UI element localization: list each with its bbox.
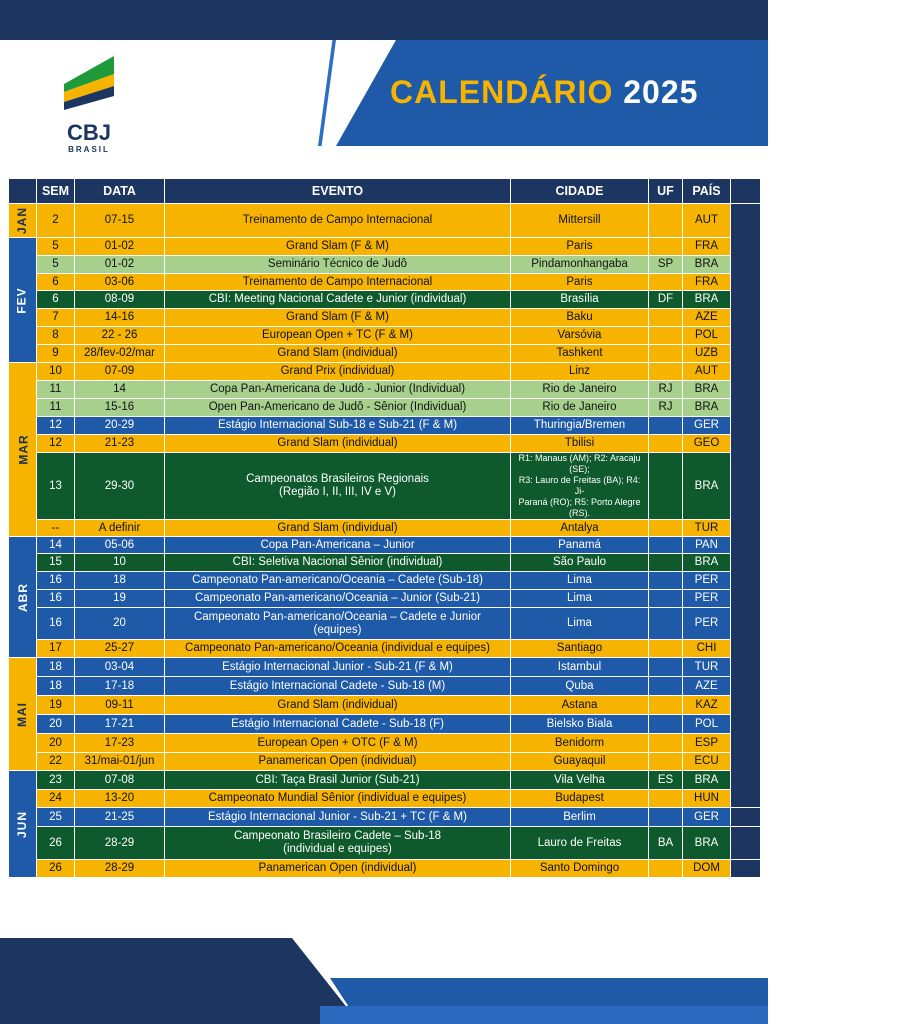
cell-data: 13-20 <box>75 790 165 808</box>
cbj-logo <box>58 48 120 154</box>
cell-cidade: Tashkent <box>511 345 649 363</box>
cell-pais: BRA <box>683 381 731 399</box>
cell-sem: 2 <box>37 204 75 238</box>
month-mar: MAR <box>9 363 37 537</box>
cell-data: 29-30 <box>75 453 165 520</box>
header-pais: PAÍS <box>683 179 731 204</box>
cell-data: 21-25 <box>75 808 165 827</box>
table-row <box>9 520 761 537</box>
cell-evento: Open Pan-Americano de Judô - Sênior (Individual) <box>165 399 511 417</box>
cell-data: 14 <box>75 381 165 399</box>
cell-evento: Seminário Técnico de Judô <box>165 256 511 274</box>
cell-data: 18 <box>75 572 165 590</box>
header-side-spacer <box>731 179 761 204</box>
cell-pais: ESP <box>683 734 731 753</box>
cell-uf <box>649 554 683 572</box>
cell-cidade: Astana <box>511 696 649 715</box>
cell-uf <box>649 808 683 827</box>
cell-pais: PER <box>683 590 731 608</box>
cell-cidade: Panamá <box>511 537 649 554</box>
cell-cidade: Benidorm <box>511 734 649 753</box>
cell-sem: 5 <box>37 256 75 274</box>
cell-pais: AZE <box>683 309 731 327</box>
page-title <box>390 74 698 111</box>
header-cidade: CIDADE <box>511 179 649 204</box>
cell-data: 07-15 <box>75 204 165 238</box>
table-row <box>9 753 761 771</box>
cell-sem: 12 <box>37 417 75 435</box>
table-row <box>9 827 761 860</box>
header-month-spacer <box>9 179 37 204</box>
title-year: 2025 <box>623 74 699 110</box>
cell-sem: 16 <box>37 608 75 640</box>
cell-evento: Estágio Internacional Junior - Sub-21 (F & M) <box>165 658 511 677</box>
table-row <box>9 399 761 417</box>
cell-uf <box>649 274 683 291</box>
evento-line-1: Campeonatos Brasileiros Regionais <box>246 473 429 485</box>
logo-subtext: BRASIL <box>68 145 110 154</box>
cell-uf: ES <box>649 771 683 790</box>
side-spacer <box>731 827 761 860</box>
evento-line-2: (Região I, II, III, IV e V) <box>279 486 396 498</box>
cell-pais: AZE <box>683 677 731 696</box>
cell-evento: Panamerican Open (individual) <box>165 860 511 878</box>
cell-data: 19 <box>75 590 165 608</box>
cell-sem: 11 <box>37 381 75 399</box>
cell-uf <box>649 238 683 256</box>
cell-uf <box>649 417 683 435</box>
cell-cidade: Varsóvia <box>511 327 649 345</box>
cell-sem: 9 <box>37 345 75 363</box>
table-row <box>9 537 761 554</box>
cell-evento: Panamerican Open (individual) <box>165 753 511 771</box>
cell-cidade <box>511 453 649 520</box>
month-jun: JUN <box>9 771 37 878</box>
cell-pais: GER <box>683 808 731 827</box>
cell-pais: AUT <box>683 363 731 381</box>
cell-evento: Grand Slam (individual) <box>165 520 511 537</box>
cell-cidade: Tbilisi <box>511 435 649 453</box>
cell-data: 03-04 <box>75 658 165 677</box>
cell-evento: Copa Pan-Americana de Judô - Junior (Individual) <box>165 381 511 399</box>
cell-pais: ECU <box>683 753 731 771</box>
cell-data: A definir <box>75 520 165 537</box>
cell-pais: BRA <box>683 291 731 309</box>
cell-evento: Grand Slam (F & M) <box>165 309 511 327</box>
cell-sem: 22 <box>37 753 75 771</box>
cell-sem: 18 <box>37 677 75 696</box>
cell-cidade: Lima <box>511 590 649 608</box>
evento-line-1: Campeonato Brasileiro Cadete – Sub-18 <box>233 830 442 842</box>
cell-pais: BRA <box>683 453 731 520</box>
cell-cidade: Rio de Janeiro <box>511 381 649 399</box>
cell-sem: 17 <box>37 640 75 658</box>
cell-cidade: Bielsko Biala <box>511 715 649 734</box>
cell-uf <box>649 572 683 590</box>
cell-pais: BRA <box>683 399 731 417</box>
cell-pais: HUN <box>683 790 731 808</box>
cell-cidade: Santiago <box>511 640 649 658</box>
cell-evento: Grand Slam (individual) <box>165 435 511 453</box>
cell-pais: PAN <box>683 537 731 554</box>
cell-evento: Campeonato Mundial Sênior (individual e equipes) <box>165 790 511 808</box>
cell-uf <box>649 453 683 520</box>
cell-cidade: Mittersill <box>511 204 649 238</box>
table-row <box>9 608 761 640</box>
cell-data: 17-21 <box>75 715 165 734</box>
cell-cidade: Paris <box>511 238 649 256</box>
cell-sem: 7 <box>37 309 75 327</box>
cell-evento: Estágio Internacional Cadete - Sub-18 (M) <box>165 677 511 696</box>
cell-pais: POL <box>683 715 731 734</box>
table-row <box>9 808 761 827</box>
cell-evento: Grand Slam (individual) <box>165 345 511 363</box>
cell-cidade: Thuringia/Bremen <box>511 417 649 435</box>
cell-cidade: Paris <box>511 274 649 291</box>
cell-uf: RJ <box>649 399 683 417</box>
cell-data: 15-16 <box>75 399 165 417</box>
table-header-row <box>9 179 761 204</box>
cell-evento: Treinamento de Campo Internacional <box>165 204 511 238</box>
cell-cidade: Linz <box>511 363 649 381</box>
header-uf: UF <box>649 179 683 204</box>
cell-evento: Treinamento de Campo Internacional <box>165 274 511 291</box>
table-row <box>9 363 761 381</box>
cell-pais: KAZ <box>683 696 731 715</box>
cell-sem: 13 <box>37 453 75 520</box>
table-row <box>9 291 761 309</box>
cell-pais: POL <box>683 327 731 345</box>
cell-sem: 19 <box>37 696 75 715</box>
cell-uf <box>649 790 683 808</box>
cell-data: 20 <box>75 608 165 640</box>
cell-sem: 15 <box>37 554 75 572</box>
cell-uf <box>649 204 683 238</box>
table-row <box>9 734 761 753</box>
cell-uf <box>649 715 683 734</box>
logo-text: CBJ <box>66 120 112 145</box>
cell-evento: Grand Slam (individual) <box>165 696 511 715</box>
cell-sem: 12 <box>37 435 75 453</box>
table-row <box>9 435 761 453</box>
cell-sem: 20 <box>37 734 75 753</box>
cell-pais: BRA <box>683 771 731 790</box>
table-row <box>9 572 761 590</box>
cell-evento: Copa Pan-Americana – Junior <box>165 537 511 554</box>
cell-pais: TUR <box>683 658 731 677</box>
cell-uf <box>649 734 683 753</box>
cell-evento: European Open + OTC (F & M) <box>165 734 511 753</box>
cell-data: 10 <box>75 554 165 572</box>
cell-sem: 6 <box>37 274 75 291</box>
cell-data: 20-29 <box>75 417 165 435</box>
cell-evento <box>165 453 511 520</box>
cell-uf <box>649 860 683 878</box>
cell-data: 03-06 <box>75 274 165 291</box>
cell-sem: 16 <box>37 572 75 590</box>
month-abr: ABR <box>9 537 37 658</box>
cell-cidade: Brasília <box>511 291 649 309</box>
cell-data: 28-29 <box>75 827 165 860</box>
cell-cidade: Guayaquil <box>511 753 649 771</box>
cell-cidade: Pindamonhangaba <box>511 256 649 274</box>
cell-data: 22 - 26 <box>75 327 165 345</box>
calendar-table <box>8 178 829 878</box>
cell-data: 01-02 <box>75 238 165 256</box>
table-row <box>9 771 761 790</box>
footer-bar <box>320 1006 768 1024</box>
cell-sem: 26 <box>37 827 75 860</box>
table-row <box>9 554 761 572</box>
cell-cidade: Lima <box>511 608 649 640</box>
cell-cidade: Baku <box>511 309 649 327</box>
cell-sem: 14 <box>37 537 75 554</box>
cell-uf <box>649 590 683 608</box>
evento-line-1: Campeonato Pan-americano/Oceania – Cadete e Junior <box>193 610 482 623</box>
cell-pais: GEO <box>683 435 731 453</box>
table-row <box>9 345 761 363</box>
cell-cidade: Antalya <box>511 520 649 537</box>
cell-uf <box>649 608 683 640</box>
cell-uf <box>649 327 683 345</box>
table-row <box>9 453 761 520</box>
cell-uf <box>649 345 683 363</box>
cell-cidade: Rio de Janeiro <box>511 399 649 417</box>
cell-cidade: Istambul <box>511 658 649 677</box>
cell-evento: CBI: Seletiva Nacional Sênior (individual) <box>165 554 511 572</box>
cell-cidade: Santo Domingo <box>511 860 649 878</box>
cell-cidade: Quba <box>511 677 649 696</box>
cell-pais: BRA <box>683 554 731 572</box>
cell-sem: 18 <box>37 658 75 677</box>
cell-evento: CBI: Taça Brasil Junior (Sub-21) <box>165 771 511 790</box>
header-sem: SEM <box>37 179 75 204</box>
cell-sem: 5 <box>37 238 75 256</box>
cell-data: 28/fev-02/mar <box>75 345 165 363</box>
cell-pais: DOM <box>683 860 731 878</box>
cell-uf <box>649 677 683 696</box>
table-row <box>9 640 761 658</box>
evento-line-2: (individual e equipes) <box>283 843 392 855</box>
cell-data: 01-02 <box>75 256 165 274</box>
cell-uf <box>649 753 683 771</box>
cell-data: 09-11 <box>75 696 165 715</box>
cell-pais: BRA <box>683 256 731 274</box>
cell-evento <box>165 608 511 640</box>
table-row <box>9 309 761 327</box>
evento-line-2: (equipes) <box>313 623 362 636</box>
month-fev: FEV <box>9 238 37 363</box>
cell-sem: 20 <box>37 715 75 734</box>
cell-data: 28-29 <box>75 860 165 878</box>
side-spacer <box>731 808 761 827</box>
cell-sem: 26 <box>37 860 75 878</box>
cell-sem: 10 <box>37 363 75 381</box>
cell-sem: 6 <box>37 291 75 309</box>
table-row <box>9 658 761 677</box>
cell-sem: 16 <box>37 590 75 608</box>
month-jan: JAN <box>9 204 37 238</box>
cell-sem: 11 <box>37 399 75 417</box>
cell-data: 08-09 <box>75 291 165 309</box>
cell-evento: Estágio Internacional Cadete - Sub-18 (F) <box>165 715 511 734</box>
table-row <box>9 274 761 291</box>
cell-data: 31/mai-01/jun <box>75 753 165 771</box>
cidade-line-2: R3: Lauro de Freitas (BA); R4: Ji- <box>518 475 641 496</box>
cell-pais: FRA <box>683 238 731 256</box>
cell-evento: Grand Slam (F & M) <box>165 238 511 256</box>
cidade-line-1: R1: Manaus (AM); R2: Aracaju (SE); <box>518 453 641 474</box>
cell-evento: Grand Prix (individual) <box>165 363 511 381</box>
cell-pais: TUR <box>683 520 731 537</box>
cell-uf: RJ <box>649 381 683 399</box>
table-row <box>9 381 761 399</box>
cell-evento: Campeonato Pan-americano/Oceania – Junior (Sub-21) <box>165 590 511 608</box>
cell-evento: CBI: Meeting Nacional Cadete e Junior (individual) <box>165 291 511 309</box>
cell-evento: Campeonato Pan-americano/Oceania (individual e equipes) <box>165 640 511 658</box>
cell-uf <box>649 696 683 715</box>
table-row <box>9 256 761 274</box>
cell-sem: 25 <box>37 808 75 827</box>
table-row <box>9 238 761 256</box>
cell-uf: SP <box>649 256 683 274</box>
cell-data: 17-23 <box>75 734 165 753</box>
table-row <box>9 590 761 608</box>
table-row <box>9 327 761 345</box>
cell-sem: 24 <box>37 790 75 808</box>
table-row <box>9 677 761 696</box>
cell-evento <box>165 827 511 860</box>
table-row <box>9 204 761 238</box>
cell-uf <box>649 309 683 327</box>
cell-evento: Campeonato Pan-americano/Oceania – Cadete (Sub-18) <box>165 572 511 590</box>
cell-uf <box>649 537 683 554</box>
header-data: DATA <box>75 179 165 204</box>
cell-data: 07-09 <box>75 363 165 381</box>
cell-cidade: Budapest <box>511 790 649 808</box>
cell-evento: European Open + TC (F & M) <box>165 327 511 345</box>
cell-cidade: Lauro de Freitas <box>511 827 649 860</box>
table-row <box>9 790 761 808</box>
cell-cidade: Berlim <box>511 808 649 827</box>
cell-data: 05-06 <box>75 537 165 554</box>
cell-pais: PER <box>683 572 731 590</box>
header-evento: EVENTO <box>165 179 511 204</box>
table-row <box>9 696 761 715</box>
cell-data: 25-27 <box>75 640 165 658</box>
cell-cidade: Vila Velha <box>511 771 649 790</box>
cell-pais: GER <box>683 417 731 435</box>
cell-cidade: São Paulo <box>511 554 649 572</box>
cell-data: 07-08 <box>75 771 165 790</box>
side-spacer <box>731 860 761 878</box>
cell-uf <box>649 658 683 677</box>
cell-pais: FRA <box>683 274 731 291</box>
cell-data: 14-16 <box>75 309 165 327</box>
cell-sem: 8 <box>37 327 75 345</box>
cidade-line-3: Paraná (RO); R5: Porto Alegre (RS). <box>518 497 641 518</box>
cell-uf <box>649 640 683 658</box>
month-mai: MAI <box>9 658 37 771</box>
cell-cidade: Lima <box>511 572 649 590</box>
version-note: (VERSÃO 22 DE ABRIL_2025) <box>731 204 761 808</box>
cell-evento: Estágio Internacional Junior - Sub-21 + TC (F & M) <box>165 808 511 827</box>
cell-evento: Estágio Internacional Sub-18 e Sub-21 (F & M) <box>165 417 511 435</box>
cell-uf: DF <box>649 291 683 309</box>
cell-uf: BA <box>649 827 683 860</box>
cell-pais: CHI <box>683 640 731 658</box>
cell-pais: UZB <box>683 345 731 363</box>
cell-uf <box>649 363 683 381</box>
cell-uf <box>649 520 683 537</box>
cell-data: 17-18 <box>75 677 165 696</box>
cell-pais: BRA <box>683 827 731 860</box>
table-row <box>9 417 761 435</box>
cell-sem: -- <box>37 520 75 537</box>
cell-pais: AUT <box>683 204 731 238</box>
cell-pais: PER <box>683 608 731 640</box>
table-row <box>9 860 761 878</box>
title-word: CALENDÁRIO <box>390 74 614 110</box>
cell-uf <box>649 435 683 453</box>
table-row <box>9 715 761 734</box>
cell-data: 21-23 <box>75 435 165 453</box>
cell-sem: 23 <box>37 771 75 790</box>
